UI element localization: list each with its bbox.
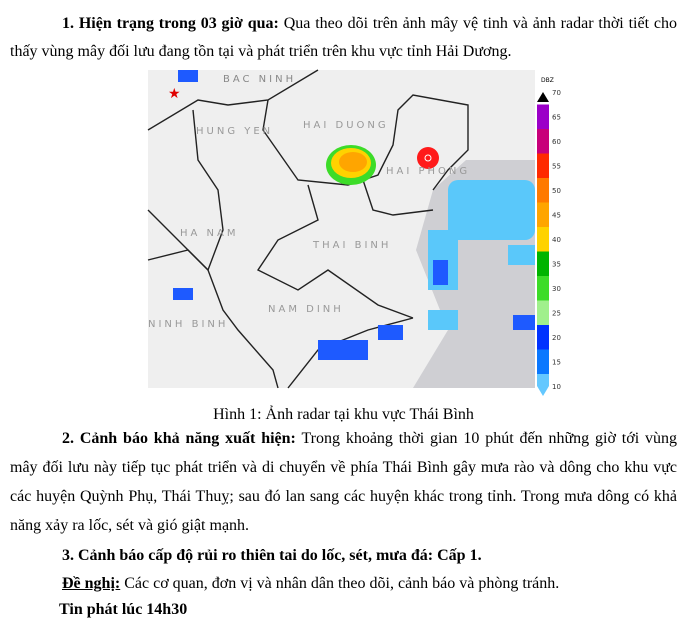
legend-color-swatch — [537, 252, 549, 277]
legend-color-swatch — [537, 227, 549, 252]
legend-tick-label: 55 — [552, 162, 561, 171]
radar-map-image — [148, 70, 561, 391]
recommendation-label: Đề nghị: — [62, 575, 121, 592]
legend-color-swatch — [537, 129, 549, 154]
map-label: HA NAM — [180, 228, 239, 239]
section-2-heading: 2. Cảnh báo khả năng xuất hiện: — [62, 430, 296, 447]
legend-unit: DBZ — [541, 77, 554, 84]
section-1-heading: 1. Hiện trạng trong 03 giờ qua: — [62, 15, 279, 32]
map-label: HUNG YEN — [196, 126, 274, 137]
legend-tick-label: 10 — [552, 383, 561, 391]
legend-color-swatch — [537, 154, 549, 179]
legend-tick-label: 20 — [552, 334, 561, 342]
legend-tick-label: 15 — [552, 358, 561, 367]
legend-color-swatch — [537, 178, 549, 203]
legend-color-swatch — [537, 301, 549, 326]
map-label: NAM DINH — [268, 304, 344, 315]
map-label: HAI DUONG — [303, 120, 389, 131]
map-label: BAC NINH — [223, 74, 297, 85]
legend-color-swatch — [537, 203, 549, 228]
legend-color-swatch — [537, 105, 549, 130]
map-label: THAI BINH — [313, 240, 392, 251]
legend-color-swatch — [537, 350, 549, 375]
legend-tick-label: 50 — [552, 187, 561, 195]
figure-caption: Hình 1: Ảnh radar tại khu vực Thái Bình — [213, 406, 474, 423]
section-1-paragraph — [10, 10, 677, 66]
issued-text: Tin phát lúc 14h30 — [59, 601, 188, 618]
legend-tick-label: 25 — [552, 309, 561, 318]
section-3-text: 3. Cảnh báo cấp độ rủi ro thiên tai do lốc, sét, mưa đá: Cấp 1. — [62, 547, 482, 564]
issued-time — [59, 598, 187, 622]
legend-color-swatch — [537, 374, 549, 396]
legend-tick-label: 65 — [552, 113, 561, 122]
legend-color-swatch — [537, 276, 549, 301]
svg-text:★: ★ — [168, 87, 181, 102]
legend-color-swatch — [537, 325, 549, 350]
section-1-text: Qua theo dõi trên ảnh mây vệ tinh và ảnh radar thời tiết cho thấy vùng mây đối lưu đang tồn tại và phát triển trên khu vực tỉnh Hải Dương. — [10, 15, 677, 60]
map-label: HAI PHONG — [386, 166, 471, 177]
legend-tick-label: 30 — [552, 285, 561, 293]
recommendation — [62, 572, 559, 596]
legend-tick-label: 35 — [552, 260, 561, 269]
section-2-paragraph — [10, 424, 677, 540]
section-2-text: Trong khoảng thời gian 10 phút đến những giờ tới vùng mây đối lưu này tiếp tục phát triển và di chuyển về phía Thái Bình gây mưa rào và dông cho khu vực các huyện Quỳnh Phụ, Thái Thuỵ; sau đó lan sang các huyện khác trong tỉnh. Trong mưa dông có khả năng xảy ra lốc, sét và gió giật mạnh. — [10, 430, 677, 534]
legend-tick-label: 70 — [552, 89, 561, 97]
recommendation-text: Các cơ quan, đơn vị và nhân dân theo dõi, cảnh báo và phòng tránh. — [120, 575, 560, 592]
section-3-heading — [62, 544, 482, 568]
legend-tick-label: 40 — [552, 236, 561, 244]
map-label: NINH BINH — [148, 319, 229, 330]
legend-tick-label: 60 — [552, 138, 561, 146]
legend-tick-label: 45 — [552, 211, 561, 220]
